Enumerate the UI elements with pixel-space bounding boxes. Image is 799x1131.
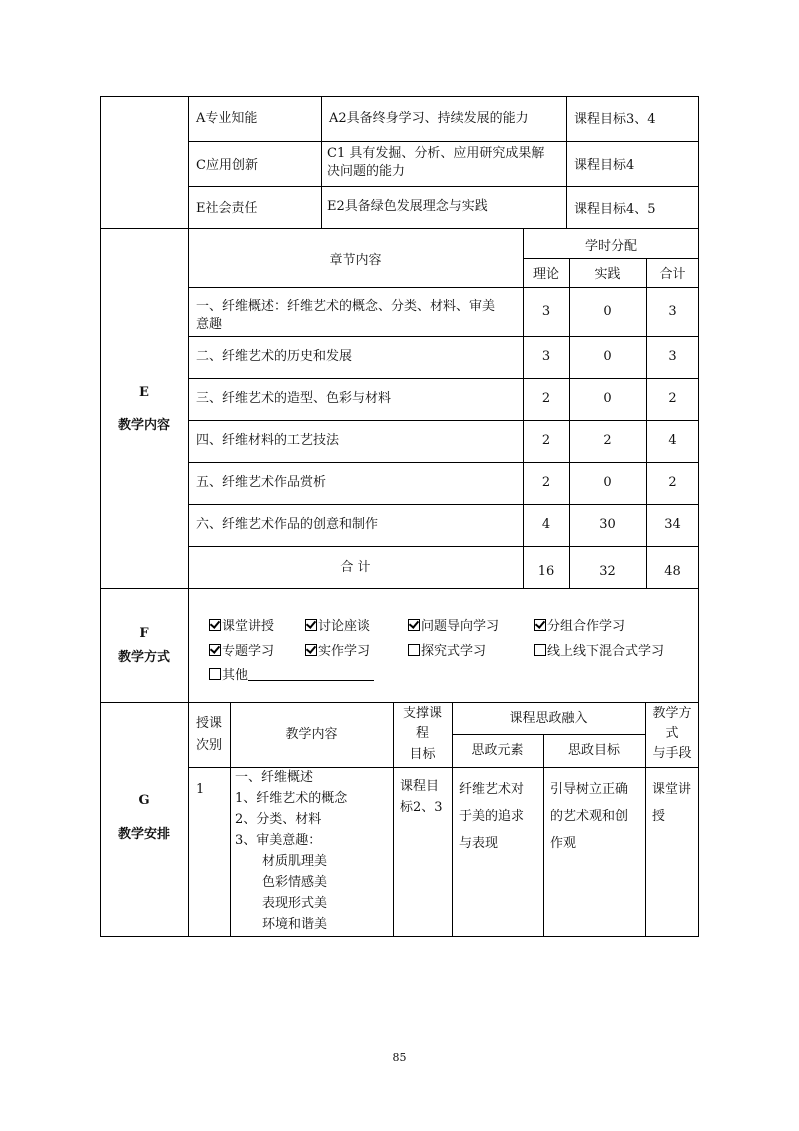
g-header-ideology: 课程思政融入 [509,711,588,726]
e-row-practice: 2 [603,433,612,448]
e-row-total: 3 [668,349,677,364]
e-row-theory: 4 [541,517,551,532]
e-row-line-3 [188,420,699,421]
section-g-code: G [138,793,150,808]
g-header-bottom [188,767,699,768]
e-row-theory: 2 [541,433,551,448]
e-row-line-0 [188,287,699,288]
e-row-practice: 0 [603,349,612,364]
g-row-support: 标2、3 [400,800,443,815]
method-checkbox[interactable]: 问题导向学习 [408,618,499,636]
e-header-hours: 学时分配 [584,239,637,254]
method-checkbox[interactable]: 课堂讲授 [209,618,274,636]
obj-divider-1 [321,96,322,228]
obj-row-line-2 [188,186,699,187]
obj-target-a: 课程目标3、4 [574,112,656,127]
g-row-method: 授 [652,809,666,824]
method-checkbox[interactable]: 讨论座谈 [305,618,370,636]
obj-category-a: A专业知能 [196,111,258,126]
g-header-method-2: 式 [665,726,679,741]
e-row-total: 2 [668,475,677,490]
g-row-element-line: 于美的追求 [459,809,525,824]
e-row-chapter-cont: 意趣 [196,317,223,332]
e-sum-practice: 32 [599,564,616,579]
g-row-content-line: 3、审美意趣： [235,833,322,848]
e-row-total: 2 [668,391,677,406]
e-row-total: 34 [664,517,681,532]
g-row-element-line: 纤维艺术对 [459,782,525,797]
g-row-element-line: 与表现 [459,836,499,851]
e-row-chapter: 二、纤维艺术的历史和发展 [196,349,353,364]
g-row-method: 课堂讲 [652,782,692,797]
checkbox-empty-icon [534,644,546,656]
e-row-chapter: 四、纤维材料的工艺技法 [196,433,340,448]
obj-requirement-c1-line2: 决问题的能力 [327,164,406,179]
e-row-line-6 [188,546,699,547]
obj-requirement-e2: E2具备绿色发展理念与实践 [327,199,488,214]
obj-requirement-a2: A2具备终身学习、持续发展的能力 [329,111,529,126]
g-header-method-1: 教学方 [652,706,692,721]
method-checkbox[interactable]: 分组合作学习 [534,618,625,636]
g-header-method-3: 与手段 [652,746,692,761]
page-number: 85 [392,1051,407,1064]
g-row-content-line: 表现形式美 [262,896,328,911]
e-row-chapter: 五、纤维艺术作品赏析 [196,475,327,490]
other-blank-line[interactable] [248,668,374,681]
e-row-chapter: 三、纤维艺术的造型、色彩与材料 [196,391,392,406]
e-row-theory: 2 [541,475,551,490]
e-row-practice: 0 [603,391,612,406]
e-row-practice: 30 [599,517,616,532]
g-header-support-1: 支撑课 [402,706,442,721]
e-header-chapter: 章节内容 [329,253,382,268]
section-g-top [100,702,699,703]
method-checkbox[interactable]: 专题学习 [209,643,274,661]
section-f-top [100,588,699,589]
g-header-session-2: 次别 [195,738,222,753]
e-row-theory: 3 [541,349,551,364]
e-row-line-5 [188,504,699,505]
e-row-line-2 [188,378,699,379]
obj-category-e: E社会责任 [196,201,258,216]
g-header-support-3: 目标 [409,747,436,762]
obj-target-e: 课程目标4、5 [574,202,656,217]
e-row-total: 4 [668,433,677,448]
e-header-theory: 理论 [532,267,559,282]
g-header-session-1: 授课 [195,716,222,731]
method-checkbox[interactable]: 探究式学习 [408,643,486,661]
g-row-content-line: 2、分类、材料 [235,812,322,827]
e-row-chapter: 一、纤维概述：纤维艺术的概念、分类、材料、审美 [196,299,496,314]
obj-requirement-c1-line1: C1 具有发掘、分析、应用研究成果解 [327,146,545,161]
g-row-content-line: 环境和谐美 [262,917,328,932]
table-border-top [100,96,699,97]
checkbox-checked-icon [534,619,546,631]
e-row-line-4 [188,462,699,463]
checkbox-empty-icon [209,668,221,680]
obj-target-c: 课程目标4 [574,158,635,173]
g-ideology-subheader-line [452,734,645,735]
section-f-code: F [139,626,149,641]
g-row-content-line: 一、纤维概述 [235,770,314,785]
g-header-elements: 思政元素 [471,743,524,758]
e-sum-total: 48 [664,564,681,579]
g-row-content-line: 1、纤维艺术的概念 [235,791,348,806]
e-row-total: 3 [668,304,677,319]
obj-row-line-1 [188,141,699,142]
table-border-left [100,96,101,937]
g-row-session: 1 [196,782,205,797]
label-column-divider [188,96,189,937]
section-e-top [100,228,699,229]
e-row-theory: 3 [541,304,551,319]
g-row-goal-line: 引导树立正确 [550,782,629,797]
section-g-title: 教学安排 [117,827,170,842]
checkbox-empty-icon [408,644,420,656]
g-row-goal-line: 作观 [550,836,577,851]
table-border-bottom [100,936,699,937]
g-divider-elements [543,734,544,937]
obj-category-c: C应用创新 [196,158,258,173]
e-sum-theory: 16 [537,564,555,579]
e-row-practice: 0 [603,304,612,319]
g-row-content-line: 色彩情感美 [262,875,328,890]
g-header-goals: 思政目标 [567,743,620,758]
g-header-content: 教学内容 [285,727,338,742]
section-e-title: 教学内容 [117,418,170,433]
checkbox-checked-icon [209,644,221,656]
checkbox-checked-icon [408,619,420,631]
method-checkbox[interactable]: 线上线下混合式学习 [534,643,664,661]
e-header-practice: 实践 [594,267,621,282]
g-header-support-2: 程 [415,726,429,741]
e-row-chapter: 六、纤维艺术作品的创意和制作 [196,517,379,532]
e-row-practice: 0 [603,475,612,490]
obj-divider-2 [566,96,567,228]
section-e-code: E [139,385,149,400]
e-row-line-1 [188,336,699,337]
e-header-total: 合计 [659,267,686,282]
e-hours-subheader-line [523,258,699,259]
e-sum-label: 合 计 [340,560,371,575]
e-row-theory: 2 [541,391,551,406]
section-f-title: 教学方式 [117,650,170,665]
g-row-support: 课程目 [400,779,440,794]
g-row-goal-line: 的艺术观和创 [550,809,629,824]
method-checkbox[interactable]: 实作学习 [305,643,370,661]
g-row-content-line: 材质肌理美 [262,854,328,869]
checkbox-checked-icon [305,644,317,656]
method-checkbox-other[interactable]: 其他 [209,667,374,685]
checkbox-checked-icon [305,619,317,631]
checkbox-checked-icon [209,619,221,631]
g-divider-support [452,702,453,937]
